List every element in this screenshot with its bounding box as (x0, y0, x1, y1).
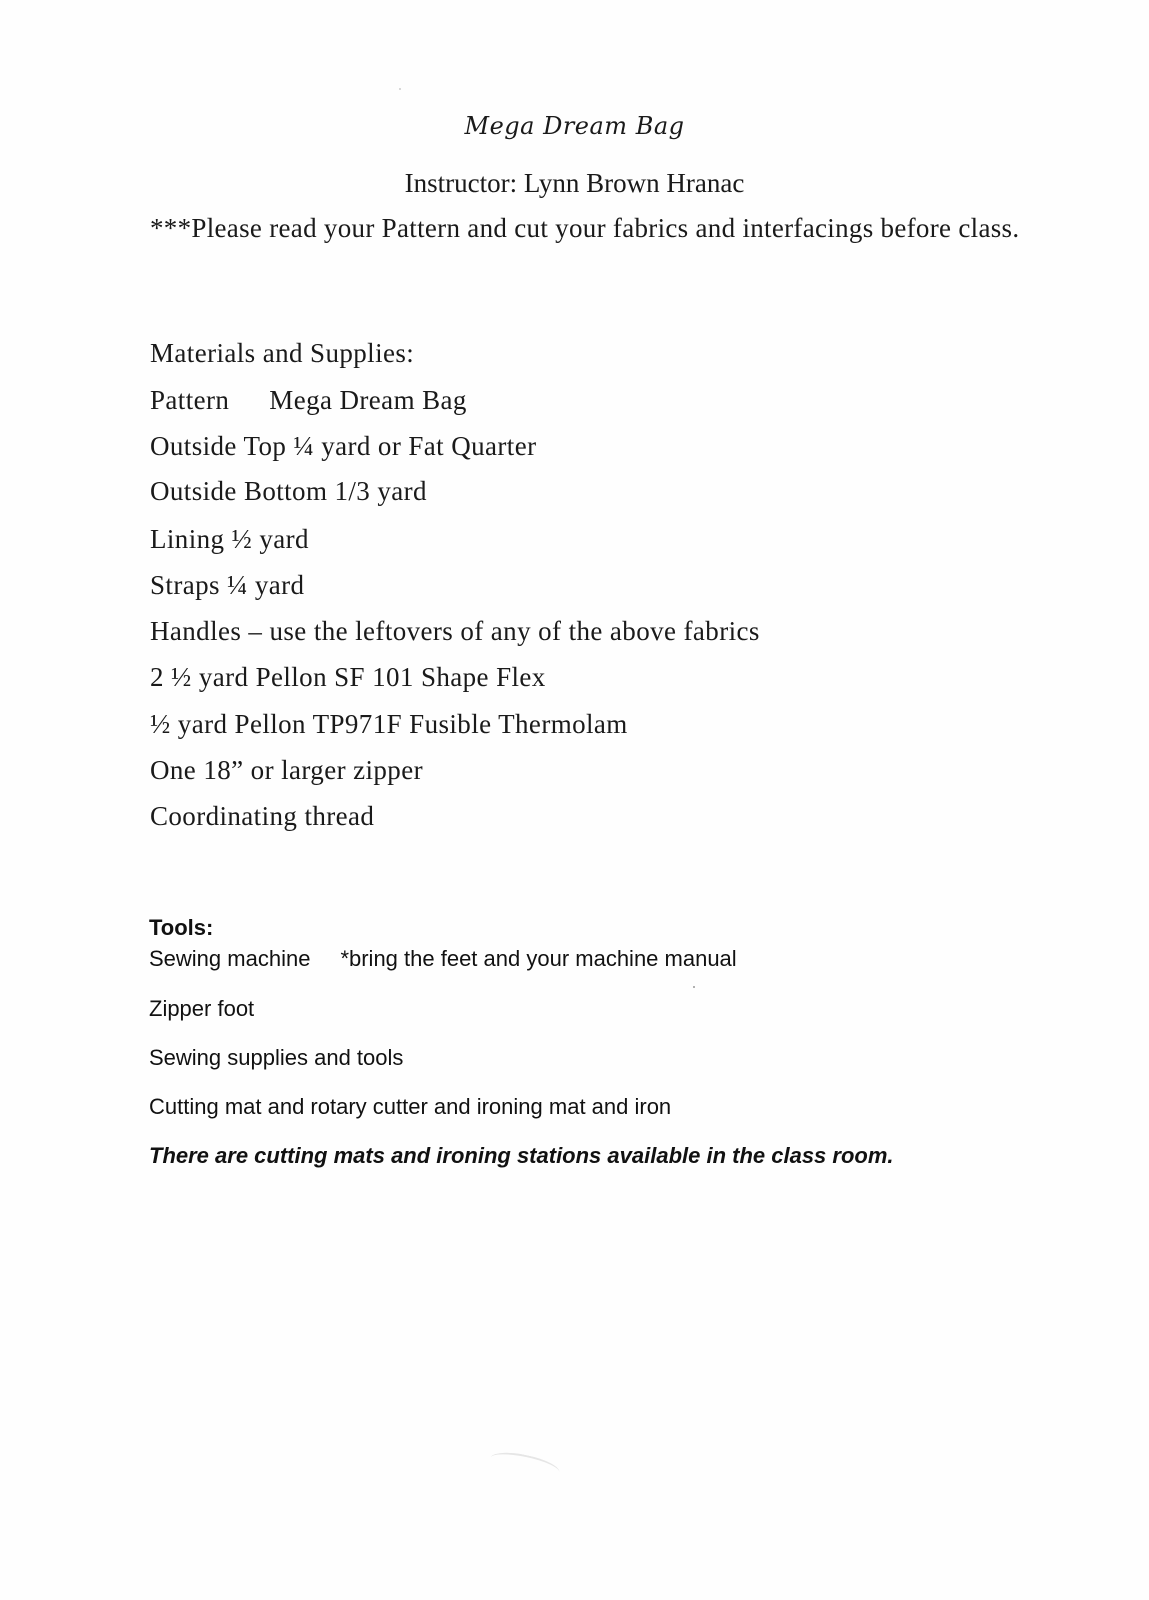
material-item: Coordinating thread (150, 801, 375, 831)
material-item: Handles – use the leftovers of any of the above fabrics (150, 616, 760, 646)
sewing-machine-line (149, 945, 737, 973)
material-item: One 18” or larger zipper (150, 755, 423, 785)
pattern-name: Mega Dream Bag (269, 385, 467, 415)
material-item: ½ yard Pellon TP971F Fusible Thermolam (150, 709, 628, 739)
tool-item: Cutting mat and rotary cutter and ironing mat and iron (149, 1094, 672, 1119)
material-item: Outside Bottom 1/3 yard (150, 476, 427, 506)
material-item: Straps ¼ yard (150, 570, 305, 600)
pattern-line (150, 384, 467, 416)
tool-item: Zipper foot (149, 996, 255, 1021)
material-item: Lining ½ yard (150, 524, 309, 554)
classroom-note: There are cutting mats and ironing stations available in the class room. (149, 1143, 894, 1168)
scan-smudge (489, 1448, 562, 1482)
pattern-label: Pattern (150, 385, 230, 415)
scan-speck (693, 986, 695, 988)
sewing-machine-note: *bring the feet and your machine manual (340, 946, 737, 971)
material-item: 2 ½ yard Pellon SF 101 Shape Flex (150, 662, 546, 692)
sewing-machine-label: Sewing machine (149, 946, 311, 971)
tool-item: Sewing supplies and tools (149, 1045, 404, 1070)
tools-heading: Tools: (149, 915, 214, 940)
prep-note: ***Please read your Pattern and cut your fabrics and interfacings before class. (150, 213, 1020, 243)
scan-speck (399, 88, 401, 90)
material-item: Outside Top ¼ yard or Fat Quarter (150, 431, 537, 461)
instructor-line: Instructor: Lynn Brown Hranac (404, 168, 745, 198)
materials-heading: Materials and Supplies: (150, 338, 415, 368)
document-title: Mega Dream Bag (464, 112, 685, 140)
